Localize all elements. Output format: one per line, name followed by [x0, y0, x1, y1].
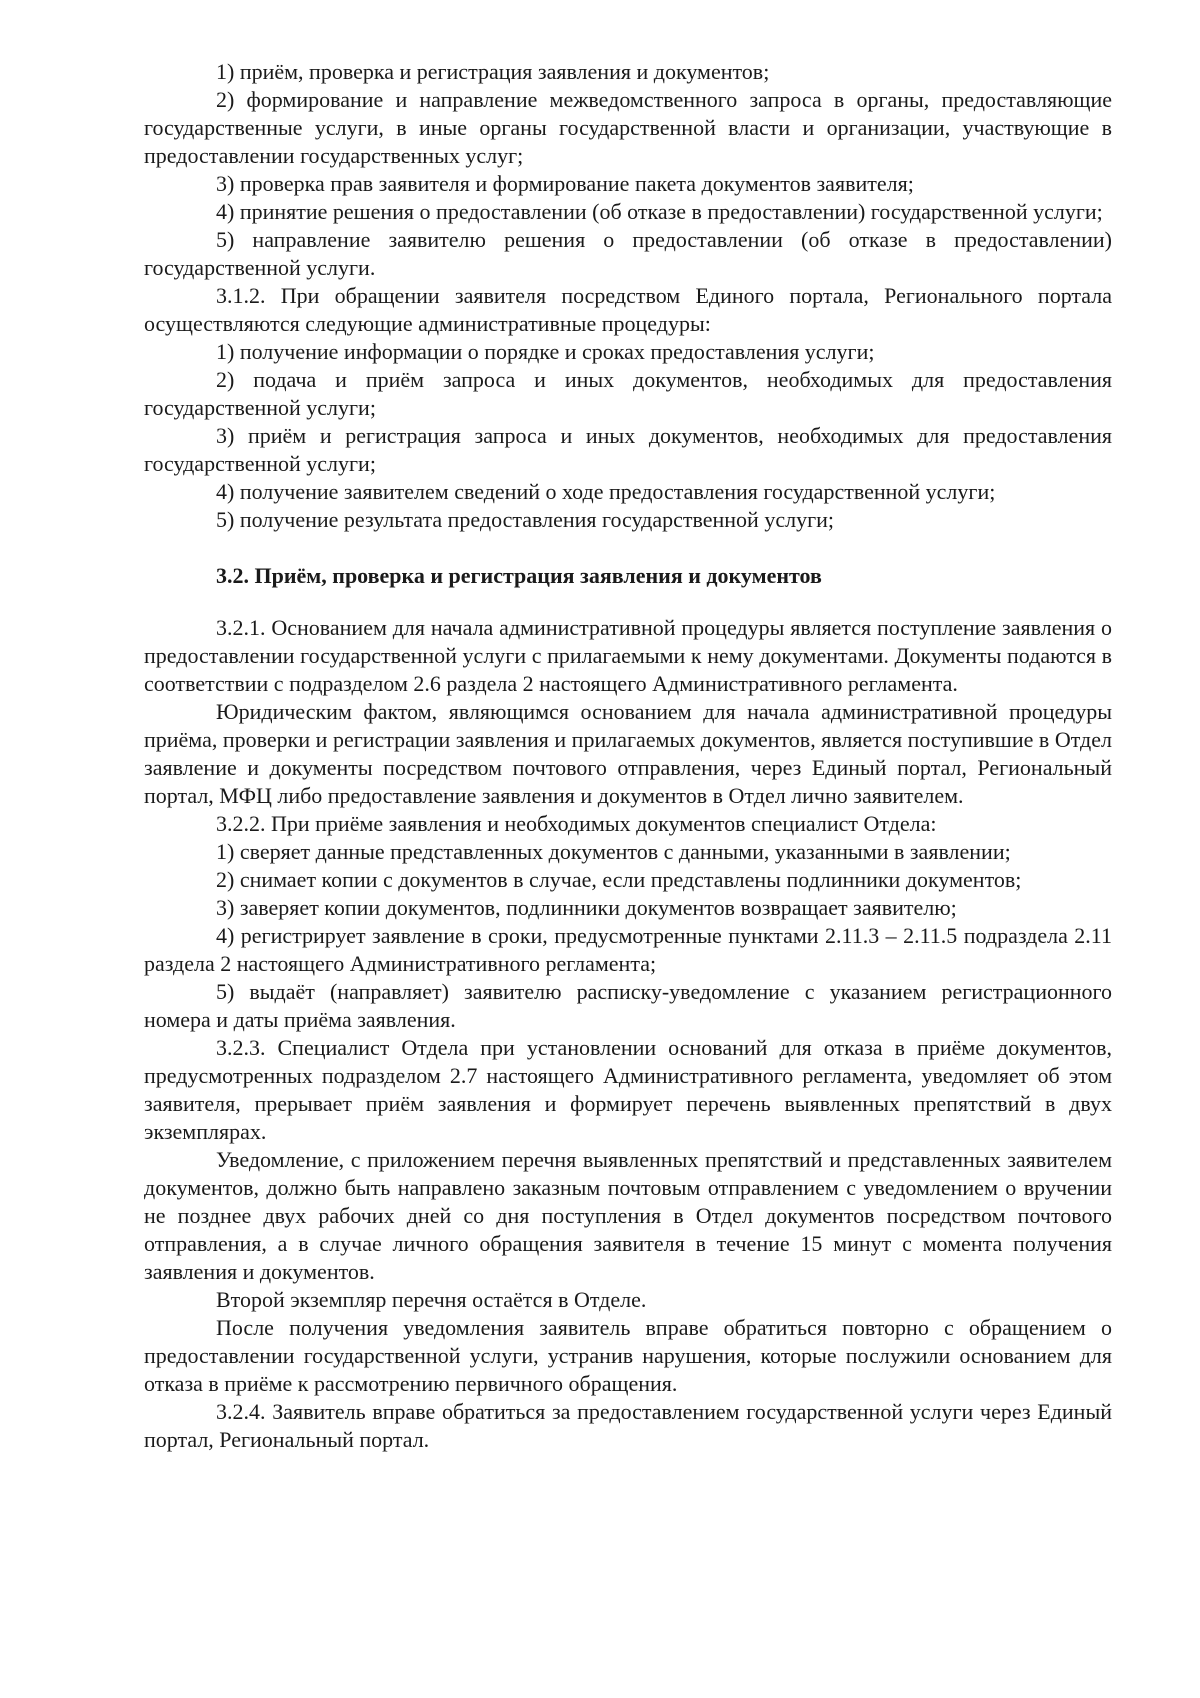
paragraph: 2) формирование и направление межведомственного запроса в органы, предоставляющие государственные услуги, в иные органы государственной власти и организации, участвующие в предоставлении государственных услуг;	[144, 87, 1112, 168]
paragraph: 4) регистрирует заявление в сроки, предусмотренные пунктами 2.11.3 – 2.11.5 подраздела 2.11 раздела 2 настоящего Административного регламента;	[144, 923, 1112, 976]
paragraph: 2) снимает копии с документов в случае, если представлены подлинники документов;	[216, 867, 1022, 892]
spacer	[144, 534, 1112, 562]
paragraph: 3.2.2. При приёме заявления и необходимых документов специалист Отдела:	[216, 811, 937, 836]
paragraph: 3) проверка прав заявителя и формирование пакета документов заявителя;	[216, 171, 914, 196]
paragraph: 3.2.1. Основанием для начала административной процедуры является поступление заявления о предоставлении государственной услуги с прилагаемыми к нему документами. Документы подаются в соответствии с подразделом 2.6 раздела 2 настоящего Административного регламента.	[144, 615, 1112, 696]
paragraph: 5) выдаёт (направляет) заявителю расписку-уведомление с указанием регистрационного номера и даты приёма заявления.	[144, 979, 1112, 1032]
paragraph: 3.2.4. Заявитель вправе обратиться за предоставлением государственной услуги через Единый портал, Региональный портал.	[144, 1399, 1112, 1452]
paragraph: 3) приём и регистрация запроса и иных документов, необходимых для предоставления государственной услуги;	[144, 423, 1112, 476]
paragraph: 1) сверяет данные представленных документов с данными, указанными в заявлении;	[216, 839, 1011, 864]
paragraph: 4) получение заявителем сведений о ходе предоставления государственной услуги;	[216, 479, 996, 504]
paragraph: Юридическим фактом, являющимся основанием для начала административной процедуры приёма, проверки и регистрации заявления и прилагаемых документов, является поступившие в Отдел заявление и документы посредством почтового отправления, через Единый портал, Региональный портал, МФЦ либо предоставление заявления и документов в Отдел лично заявителем.	[144, 699, 1112, 808]
paragraph: 3.1.2. При обращении заявителя посредством Единого портала, Регионального портала осуществляются следующие административные процедуры:	[144, 283, 1112, 336]
paragraph: 3.2.3. Специалист Отдела при установлении оснований для отказа в приёме документов, предусмотренных подразделом 2.7 настоящего Административного регламента, уведомляет об этом заявителя, прерывает приём заявления и формирует перечень выявленных препятствий в двух экземплярах.	[144, 1035, 1112, 1144]
paragraph: 1) получение информации о порядке и сроках предоставления услуги;	[216, 339, 875, 364]
paragraph: 3) заверяет копии документов, подлинники документов возвращает заявителю;	[216, 895, 957, 920]
paragraph: 1) приём, проверка и регистрация заявления и документов;	[216, 59, 770, 84]
spacer	[144, 590, 1112, 614]
document-page	[144, 58, 1112, 1454]
paragraph: Уведомление, с приложением перечня выявленных препятствий и представленных заявителем документов, должно быть направлено заказным почтовым отправлением с уведомлением о вручении не позднее двух рабочих дней со дня поступления в Отдел документов посредством почтового отправления, а в случае личного обращения заявителя в течение 15 минут с момента получения заявления и документов.	[144, 1147, 1112, 1284]
section-heading: 3.2. Приём, проверка и регистрация заявления и документов	[216, 563, 822, 588]
paragraph: 5) направление заявителю решения о предоставлении (об отказе в предоставлении) государственной услуги.	[144, 227, 1112, 280]
paragraph: 4) принятие решения о предоставлении (об отказе в предоставлении) государственной услуги;	[216, 199, 1103, 224]
paragraph: 2) подача и приём запроса и иных документов, необходимых для предоставления государственной услуги;	[144, 367, 1112, 420]
paragraph: После получения уведомления заявитель вправе обратиться повторно с обращением о предоставлении государственной услуги, устранив нарушения, которые послужили основанием для отказа в приёме к рассмотрению первичного обращения.	[144, 1315, 1112, 1396]
paragraph: Второй экземпляр перечня остаётся в Отделе.	[216, 1287, 647, 1312]
paragraph: 5) получение результата предоставления государственной услуги;	[216, 507, 834, 532]
